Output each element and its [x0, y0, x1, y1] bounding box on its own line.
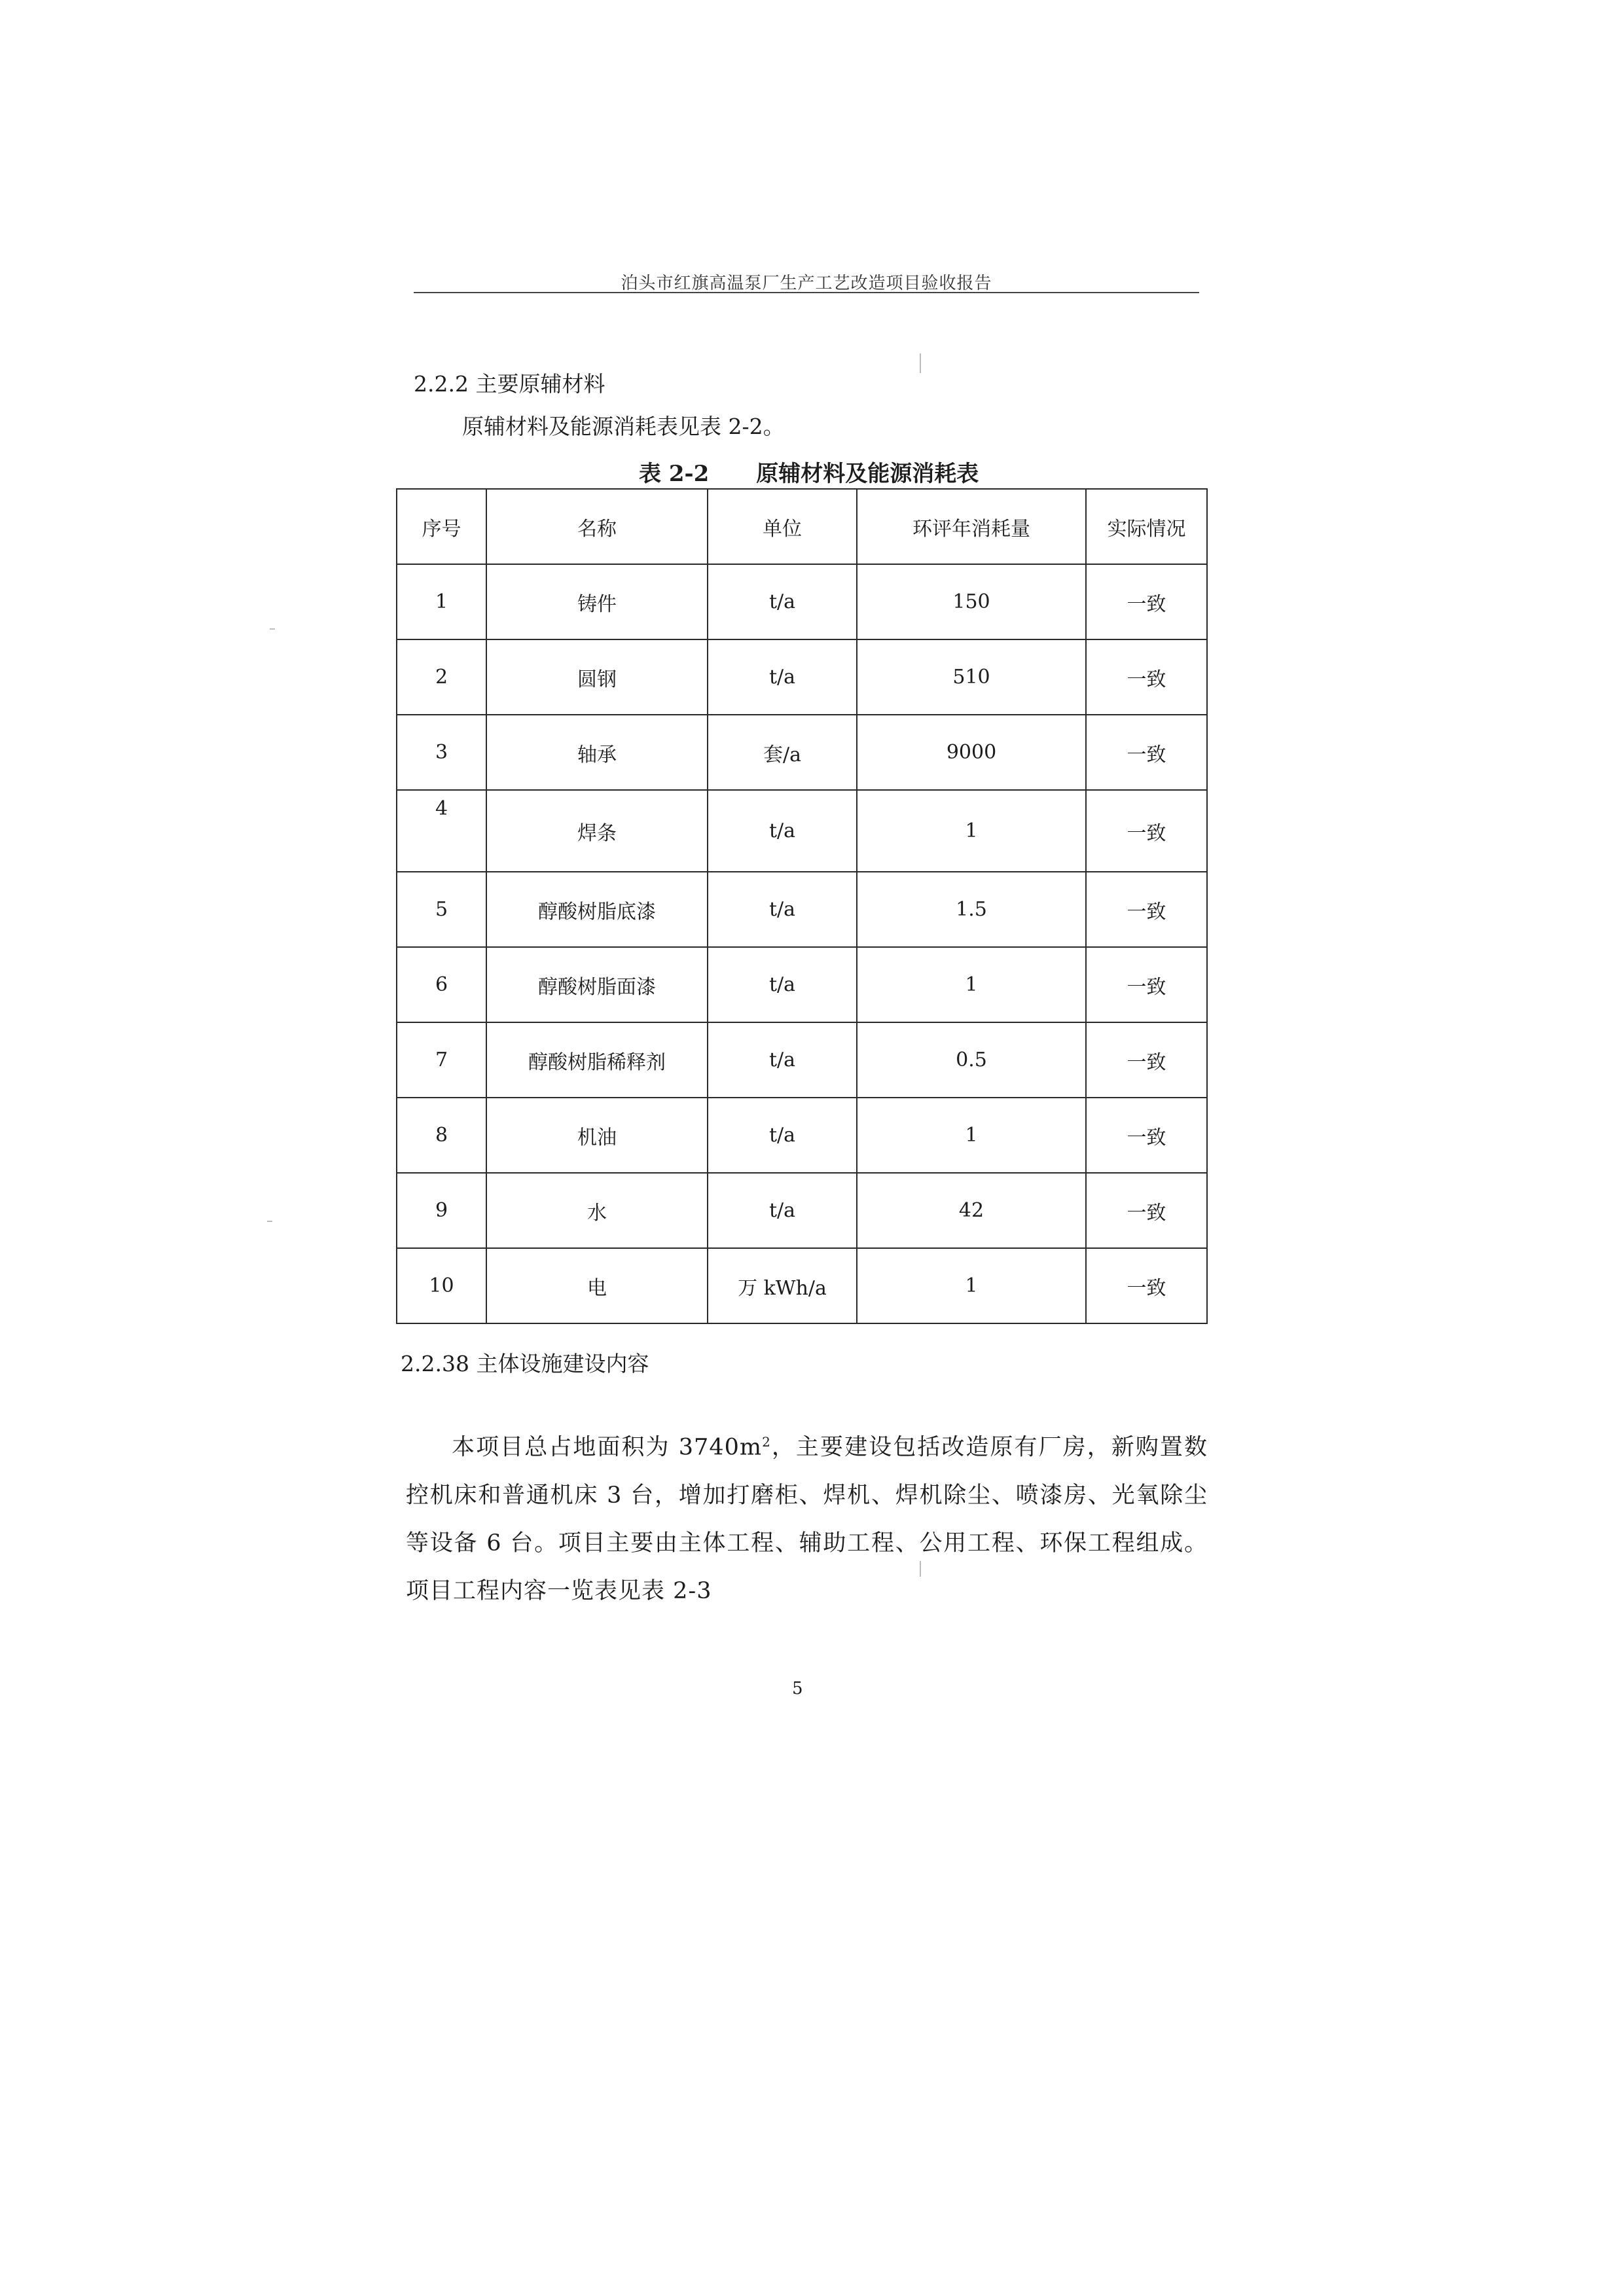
cell-status: 一致: [1086, 947, 1207, 1022]
materials-table: [396, 488, 1208, 1324]
cell-consumption: 1: [857, 947, 1086, 1022]
cell-consumption: 42: [857, 1173, 1086, 1248]
cell-status: 一致: [1086, 1248, 1207, 1323]
cell-consumption: 150: [857, 564, 1086, 639]
cell-index: 6: [397, 947, 486, 1022]
facilities-paragraph: [406, 1418, 1208, 1615]
scan-speck: [270, 628, 275, 630]
table-row: [397, 1022, 1207, 1098]
column-header-unit: 单位: [708, 489, 857, 564]
page-number: 5: [792, 1679, 803, 1698]
materials-intro-text: 原辅材料及能源消耗表见表 2-2。: [462, 414, 785, 439]
cell-status: 一致: [1086, 1022, 1207, 1098]
table-row: [397, 790, 1207, 872]
cell-name: 醇酸树脂底漆: [486, 872, 708, 947]
cell-name: 轴承: [486, 715, 708, 790]
column-header-index: 序号: [397, 489, 486, 564]
cell-unit: t/a: [708, 1022, 857, 1098]
paragraph-text-area: 本项目总占地面积为 3740m: [452, 1434, 763, 1461]
section-heading-facilities: 2.2.38 主体设施建设内容: [401, 1351, 649, 1376]
cell-status: 一致: [1086, 564, 1207, 639]
paragraph-text-rest: ，主要建设包括改造原有厂房，新购置数控机床和普通机床 3 台，增加打磨柜、焊机、焊机除尘、喷漆房、光氧除尘等设备 6 台。项目主要由主体工程、辅助工程、公用工程、环保工程组成。项目工程内容一览表见表 2-3: [406, 1434, 1208, 1604]
cell-consumption: 0.5: [857, 1022, 1086, 1098]
column-header-name: 名称: [486, 489, 708, 564]
table-caption-title: 原辅材料及能源消耗表: [756, 461, 979, 487]
header-divider: [414, 292, 1199, 293]
cell-unit: t/a: [708, 872, 857, 947]
cell-unit: t/a: [708, 947, 857, 1022]
table-row: [397, 872, 1207, 947]
table-row: [397, 1098, 1207, 1173]
cell-status: 一致: [1086, 790, 1207, 872]
scan-speck: [920, 353, 921, 373]
cell-status: 一致: [1086, 1173, 1207, 1248]
table-row: [397, 715, 1207, 790]
cell-index: 7: [397, 1022, 486, 1098]
cell-unit: 套/a: [708, 715, 857, 790]
cell-name: 醇酸树脂面漆: [486, 947, 708, 1022]
cell-name: 机油: [486, 1098, 708, 1173]
cell-index: 8: [397, 1098, 486, 1173]
cell-index: 5: [397, 872, 486, 947]
cell-index: 1: [397, 564, 486, 639]
scan-speck: [267, 1221, 272, 1222]
table-row: [397, 564, 1207, 639]
table-caption-label: 表 2-2: [639, 461, 710, 487]
cell-name: 铸件: [486, 564, 708, 639]
cell-name: 醇酸树脂稀释剂: [486, 1022, 708, 1098]
cell-name: 圆钢: [486, 639, 708, 715]
column-header-actual-status: 实际情况: [1086, 489, 1207, 564]
cell-index: 4: [397, 790, 486, 872]
cell-consumption: 9000: [857, 715, 1086, 790]
cell-unit: t/a: [708, 639, 857, 715]
cell-name: 水: [486, 1173, 708, 1248]
cell-status: 一致: [1086, 715, 1207, 790]
cell-unit: t/a: [708, 1173, 857, 1248]
page-header-title: 泊头市红旗高温泵厂生产工艺改造项目验收报告: [621, 274, 992, 293]
area-unit-superscript: 2: [762, 1434, 771, 1450]
cell-unit: t/a: [708, 564, 857, 639]
cell-index: 10: [397, 1248, 486, 1323]
table-header-row: [397, 489, 1207, 564]
cell-consumption: 1: [857, 1098, 1086, 1173]
cell-name: 电: [486, 1248, 708, 1323]
table-row: [397, 639, 1207, 715]
table-row: [397, 1173, 1207, 1248]
cell-name: 焊条: [486, 790, 708, 872]
table-caption: [639, 461, 979, 487]
cell-index: 3: [397, 715, 486, 790]
cell-index: 9: [397, 1173, 486, 1248]
scan-speck: [920, 1561, 921, 1577]
column-header-assessed-consumption: 环评年消耗量: [857, 489, 1086, 564]
cell-status: 一致: [1086, 872, 1207, 947]
section-heading-materials: 2.2.2 主要原辅材料: [414, 371, 605, 397]
cell-index: 2: [397, 639, 486, 715]
cell-status: 一致: [1086, 639, 1207, 715]
cell-consumption: 1.5: [857, 872, 1086, 947]
cell-consumption: 1: [857, 1248, 1086, 1323]
cell-unit: 万 kWh/a: [708, 1248, 857, 1323]
cell-status: 一致: [1086, 1098, 1207, 1173]
table-row: [397, 1248, 1207, 1323]
cell-unit: t/a: [708, 790, 857, 872]
cell-unit: t/a: [708, 1098, 857, 1173]
cell-consumption: 510: [857, 639, 1086, 715]
table-row: [397, 947, 1207, 1022]
cell-consumption: 1: [857, 790, 1086, 872]
